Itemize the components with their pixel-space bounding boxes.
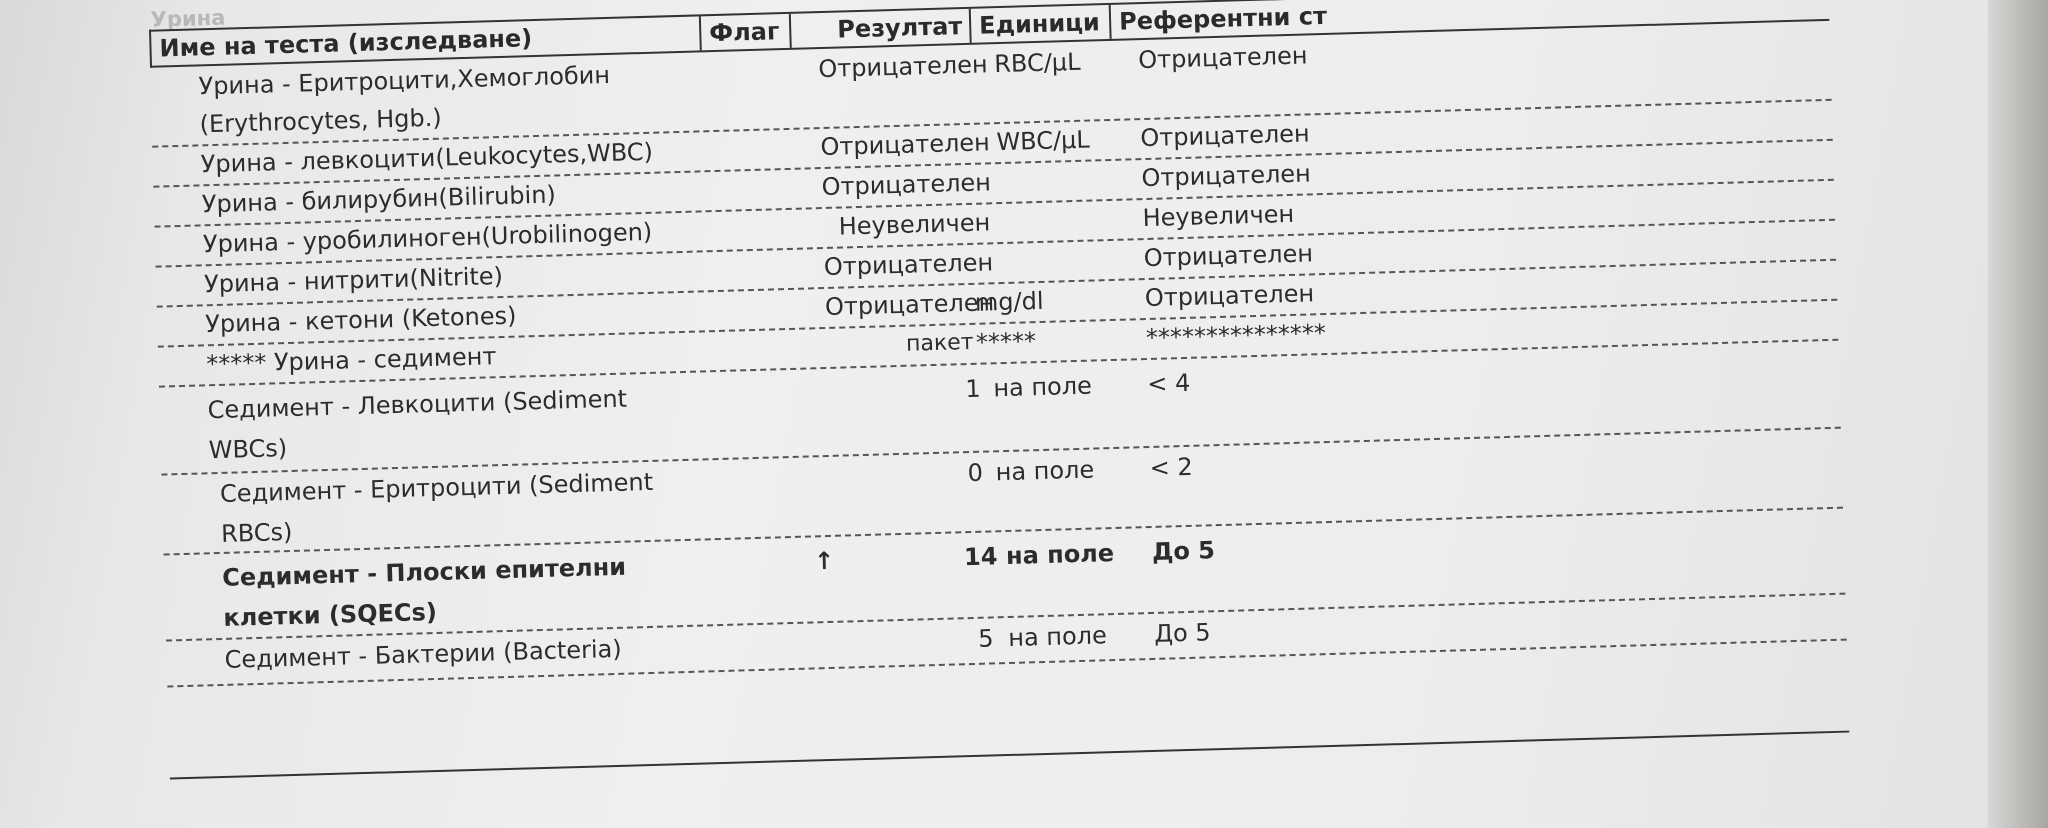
header-reference: Референтни ст [1118,1,1328,36]
result-cell: 1 [964,374,982,404]
reference-cell: < 2 [1149,452,1194,482]
test-name-line2: WBCs) [208,434,288,465]
test-name-line1: Седимент - Еритроцити (Sediment [219,467,654,508]
units-cell: ***** [975,327,1037,357]
units-cell: RBC/µL [993,47,1081,79]
header-test-name: Име на теста (изследване) [151,16,702,65]
result-cell: 0 [967,458,984,488]
test-name-line1: Урина - Еритроцити,Хемоглобин [198,60,611,101]
result-cell: Отрицателен [824,288,995,321]
up-arrow-icon: ↑ [813,546,835,576]
reference-cell: Отрицателен [1137,41,1308,75]
paper-edge-shadow [1988,0,2048,828]
test-name-line1: Урина - кетони (Ketones) [204,301,517,339]
reference-cell: *************** [1145,319,1327,353]
test-name-line1: Седимент - Плоски епителни [221,552,627,592]
test-name-line2: клетки (SQECs) [223,597,438,632]
result-cell: пакет [905,329,974,357]
test-name-line1: Урина - левкоцити(Leukocytes,WBC) [200,137,654,179]
result-cell: Отрицателен [821,168,992,202]
test-name-line2: (Erythrocytes, Hgb.) [199,103,443,139]
units-cell: на поле [1005,539,1115,571]
result-cell: Отрицателен [817,50,988,84]
units-cell: на поле [992,371,1093,403]
units-cell: на поле [1007,621,1108,653]
result-cell: 5 [977,624,994,653]
result-cell: Отрицателен [820,128,991,162]
reference-cell: Отрицателен [1144,279,1315,313]
reference-cell: Отрицателен [1141,159,1312,193]
header-units: Единици [971,5,1112,43]
lab-results-document [140,0,1843,828]
test-name-line1: Седимент - Бактерии (Bacteria) [224,634,623,674]
test-name-line1: Седимент - Левкоцити (Sediment [207,384,628,425]
reference-cell: До 5 [1151,536,1216,566]
units-cell: на поле [995,455,1095,487]
header-flag: Флаг [701,14,792,50]
reference-cell: До 5 [1153,618,1211,648]
test-name-line1: ***** Урина - седимент [205,342,497,379]
units-cell: mg/dl [974,286,1044,317]
reference-cell: Отрицателен [1143,239,1314,273]
test-name-line1: Урина - уробилиноген(Urobilinogen) [202,217,653,259]
result-cell: 14 [963,542,998,572]
result-cell: Отрицателен [823,248,994,282]
reference-cell: Отрицателен [1140,119,1311,153]
table-bottom-rule [170,731,1849,780]
test-name-line1: Урина - нитрити(Nitrite) [203,261,504,299]
test-name-line1: Урина - билирубин(Bilirubin) [201,180,557,219]
test-name-line2: RBCs) [220,517,293,548]
header-result: Резултат [791,9,972,48]
reference-cell: < 4 [1146,368,1191,399]
reference-cell: Неувеличен [1142,199,1295,233]
result-cell: Неувеличен [838,208,991,241]
section-title: Урина [150,5,226,32]
units-cell: WBC/µL [996,125,1091,157]
